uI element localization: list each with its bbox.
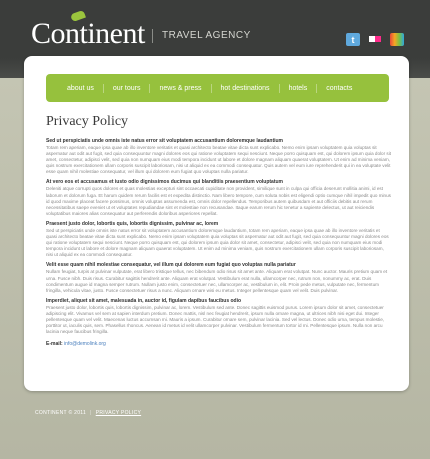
section-body: Praesent justo dolor, lobortis quis, lobortis dignissim, pulvinar ac, lorem. Vestibulum sed ante. Donec sagittis euismod purus. Lorem ipsum dolor sit amet, consectetuer adipiscing elit. Vivamus vel sem at sapien interdum pretium. Donec mattis, nisl nec feugiat hendrerit, ipsum nulla ornare magna, ut ultrices nibh nisi eget dui. Integer pellentesque quam vel velit. Maecenas luctus accumsan mi. Mauris a ipsum. Curabitur ornare sem, pulvinar lacinia. Sed vel lectus. Donec odio urna, tempus molestie, porttitor ut, iaculis quis, sem. Phasellus rhoncus. Aenean id metus id velit ullamcorper pulvinar. Vestibulum fermentum tortor id mi. Pellentesque ipsum. Nulla non arcu lacinia neque faucibus fringilla.	[46, 304, 385, 335]
section-body: Deleniti atque corrupti quos dolores et quas molestias excepturi sint occaecati cupiditate non provident, similique sunt in culpa qui officia deserunt mollitia animi, id est laborum et dolorum fuga. Et harum quidem rerum facilis est et expedita distinctio. Nam libero tempore, cum soluta nobis est eligendi optio cumque nihil impedit quo minus id quod maxime placeat facere possimus, omnis voluptas assumenda est, omnis dolor repellendus. Temporibus autem quibusdam et aut officiis debitis aut rerum necessitatibus saepe eveniet ut et voluptates repudiandae sint et molestiae non recusandae. Itaque earum rerum hic tenetur a sapiente delectus, ut aut reiciendis voluptatibus maiores alias consequatur aut perferendis doloribus asperiores repellat.	[46, 186, 391, 216]
nav-item-hot-destinations[interactable]: hot destinations	[212, 84, 280, 93]
logo-divider	[152, 29, 153, 43]
section-heading: At vero eos et accusamus et iusto odio dignissimos ducimus qui blanditiis praesentium voluptatum	[46, 179, 283, 186]
nav-item-hotels[interactable]: hotels	[280, 84, 318, 93]
email-link[interactable]: info@demolink.org	[64, 341, 106, 348]
logo-tagline: TRAVEL AGENCY	[162, 30, 251, 41]
content-card	[24, 56, 409, 391]
copyright-text: CONTINENT © 2011	[35, 410, 87, 416]
section-heading: Praesent justo dolor, lobortis quis, lobortis dignissim, pulvinar ac, lorem	[46, 220, 219, 227]
site-footer	[35, 410, 141, 416]
section-body: Nullam feugiat, turpis at pulvinar vulputate, erat libero tristique tellus, nec bibendum odio risus sit amet ante. Aliquam erat volutpat. Nunc auctor. Mauris pretium quam et urna. Fusce nibh. Duis risus. Curabitur sagittis hendrerit ante. Aliquam erat volutpat. Vestibulum erat nulla, ullamcorper nec, rutrum non, nonummy ac, erat. Duis condimentum augue id magna semper rutrum. Nullam justo enim, consectetuer nec, ullamcorper ac, vestibulum in, elit. Proin pede metus, vulputate nec, fermentum fringilla, vehicula vitae, justo. Fusce consectetuer risus a nunc. Aliquam ornare wisi eu metus. Integer pellentesque quam vel velit. Duis pulvinar.	[46, 269, 388, 293]
page-title: Privacy Policy	[46, 114, 129, 129]
section-heading: Sed ut perspiciatis unde omnis iste natus error sit voluptatem accusantium doloremque laudantium	[46, 138, 283, 144]
section-heading: Velit esse quam nihil molestiae consequatur, vel illum qui dolorem eum fugiat quo voluptas nulla pariatur	[46, 262, 296, 269]
twitter-icon[interactable]: t	[346, 33, 360, 46]
social-links	[346, 33, 404, 46]
privacy-policy-link[interactable]: PRIVACY POLICY	[95, 410, 142, 416]
flickr-icon[interactable]	[368, 33, 382, 46]
section-body: Totam rem aperiam, eaque ipsa quae ab illo inventore veritatis et quasi architecto beatae vitae dicta sunt explicabo. Nemo enim ipsam voluptatem quia voluptas sit aspernatur aut odit aut fugit, sed quia consequuntur magni dolores eos qui ratione voluptatem sequi nesciunt. Neque porro quisquam est, qui dolorem ipsum quia dolor sit amet, consectetur, adipisci velit, sed quia non numquam eius modi tempora incidunt ut labore et dolore magnam aliquam quaerat voluptatem. Ut enim ad minima veniam, quis nostrum exercitationem ullam corporis suscipit laboriosam, nisi ut aliquid ex ea commodi consequatur. Quis autem vel eum iure reprehenderit qui in ea voluptate velit esse quam nihil molestiae consequatur, vel illum qui dolorem eum fugiat quo voluptas nulla pariatur.	[46, 145, 391, 175]
nav-item-about-us[interactable]: about us	[58, 84, 104, 93]
nav-item-news-press[interactable]: news & press	[150, 84, 211, 93]
contact-email	[46, 341, 391, 347]
section-body: Sed ut perspiciatis unde omnis iste natus error sit voluptatem accusantium doloremque laudantium, totam rem aperiam, eaque ipsa quae ab illo inventore veritatis et quasi architecto beatae vitae dicta sunt explicabo. Nemo enim ipsam voluptatem quia voluptas sit aspernatur aut odit aut fugit, sed quia consequuntur magni dolores eos qui ratione voluptatem sequi nesciunt. Neque porro quisquam est, qui dolorem ipsum quia dolor sit amet, consectetur, adipisci velit, sed quia non numquam eius modi tempora incidunt ut labore et dolore magnam aliquam quaerat voluptatem. Ut enim ad minima veniam, quis nostrum exercitationem ullam corporis suscipit laboriosam, nisi ut aliquid ex ea commodi consequatur.	[46, 227, 389, 258]
nav-item-our-tours[interactable]: our tours	[104, 84, 151, 93]
email-label: E-mail:	[46, 341, 63, 348]
policy-content	[46, 134, 391, 347]
footer-divider: |	[90, 410, 92, 416]
logo-text: Continent	[31, 17, 145, 50]
rss-icon[interactable]	[390, 33, 404, 46]
nav-item-contacts[interactable]: contacts	[326, 84, 353, 92]
main-nav	[46, 74, 389, 102]
section-heading: Imperdiet, aliquet sit amet, malesuada in, auctor id, figulam dapibus faucibus odio	[46, 297, 242, 304]
